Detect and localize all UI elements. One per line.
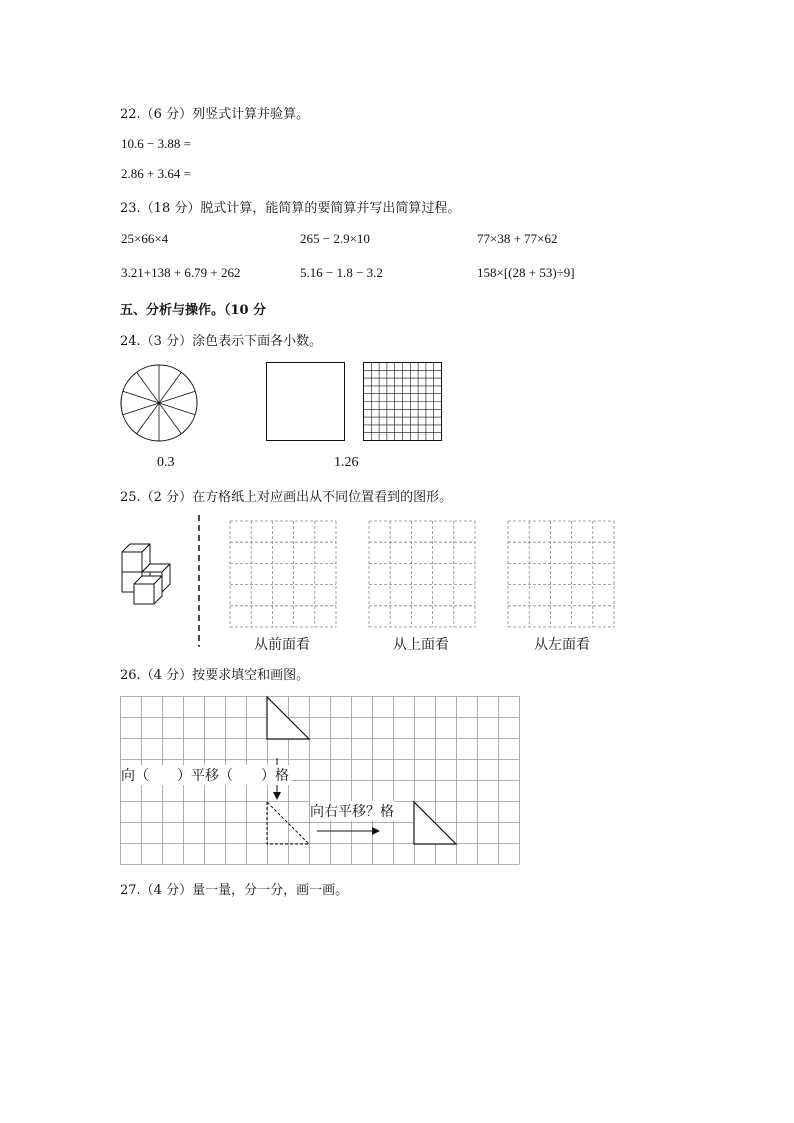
q24-caption-1-26: 1.26 (334, 455, 359, 470)
q25-view-top: 从上面看 (393, 638, 449, 653)
q25-title: 25.（2 分）在方格纸上对应画出从不同位置看到的图形。 (120, 490, 453, 505)
q23-expr-2: 265 − 2.9×10 (300, 231, 370, 246)
grid-left-view[interactable] (507, 520, 615, 628)
q22-expr-1: 10.6 − 3.88 = (121, 136, 191, 151)
grid-top-view[interactable] (368, 520, 476, 628)
q23-expr-4: 3.21+138 + 6.79 + 262 (121, 265, 241, 280)
q26-fill-text: 向（ ）平移（ ）格 (121, 765, 291, 785)
q27-title: 27.（4 分）量一量，分一分，画一画。 (120, 883, 349, 898)
q25-dashed-divider (197, 515, 201, 647)
q23-expr-1: 25×66×4 (121, 231, 169, 246)
q26-title: 26.（4 分）按要求填空和画图。 (120, 668, 310, 683)
section-5-title: 五、分析与操作。（10 分 (120, 303, 267, 318)
q23-expr-6: 158×[(28 + 53)÷9] (477, 265, 575, 280)
q23-expr-3: 77×38 + 77×62 (477, 231, 558, 246)
q26-right-text: 向右平移？格 (310, 801, 394, 821)
q24-circle[interactable] (119, 363, 199, 443)
q24-title: 24.（3 分）涂色表示下面各小数。 (120, 334, 323, 349)
q23-title: 23.（18 分）脱式计算，能简算的要简算并写出简算过程。 (120, 201, 461, 216)
grid-front-view[interactable] (229, 520, 337, 628)
q25-view-left: 从左面看 (534, 638, 590, 653)
q24-square-1[interactable] (266, 362, 346, 442)
q24-square-2[interactable] (363, 362, 443, 442)
q25-view-front: 从前面看 (254, 638, 310, 653)
cube-stack-figure (120, 540, 180, 606)
q22-title: 22.（6 分）列竖式计算并验算。 (120, 107, 310, 122)
q24-caption-0-3: 0.3 (157, 455, 175, 470)
q22-expr-2: 2.86 + 3.64 = (121, 166, 191, 181)
q23-expr-5: 5.16 − 1.8 − 3.2 (300, 265, 383, 280)
